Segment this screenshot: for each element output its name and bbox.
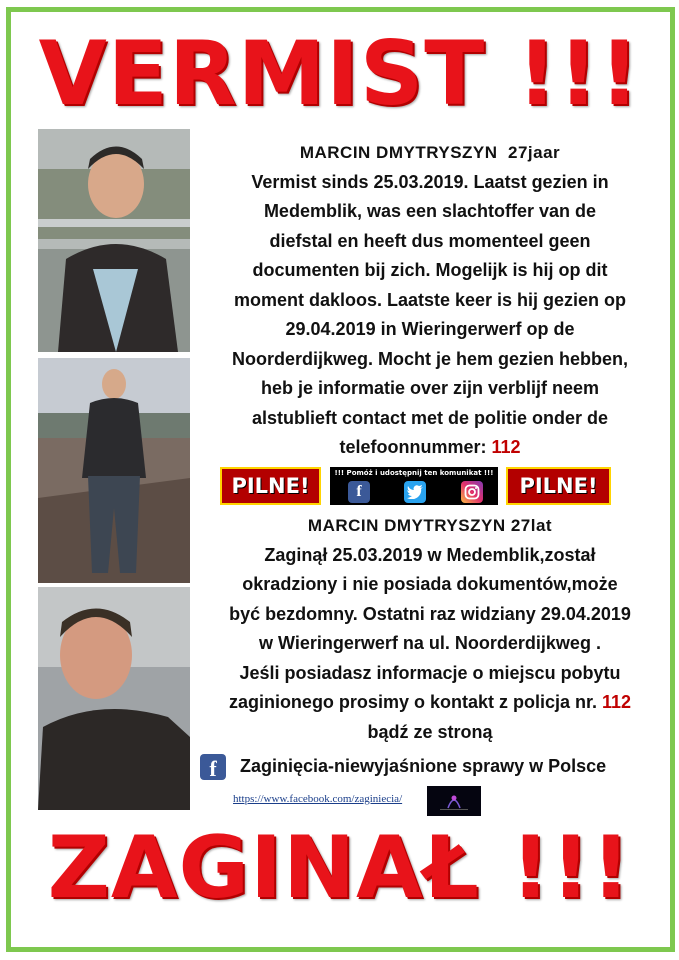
facebook-page-line bbox=[200, 754, 650, 784]
photo-full-body bbox=[38, 358, 190, 583]
dutch-line: documenten bij zich. Mogelijk is hij op dit bbox=[252, 260, 608, 280]
twitter-icon[interactable] bbox=[404, 481, 426, 503]
dutch-line: heb je informatie over zijn verblijf neem bbox=[260, 378, 600, 398]
polish-name-line bbox=[210, 511, 650, 541]
dutch-line: alstublieft contact met de politie onder de bbox=[251, 407, 609, 428]
polish-line: Jeśli posiadasz informacje o miejscu pobytu bbox=[239, 662, 621, 683]
polish-contact-line bbox=[210, 688, 650, 718]
photo-portrait-2 bbox=[38, 587, 190, 810]
polish-description bbox=[210, 511, 650, 747]
polish-line: bądź ze stroną bbox=[367, 721, 493, 742]
pilne-badge-left bbox=[220, 467, 321, 505]
polish-line: Zaginął 25.03.2019 w Medemblik,został bbox=[264, 544, 596, 565]
dutch-name-line bbox=[210, 138, 650, 168]
facebook-icon[interactable]: f bbox=[348, 481, 370, 503]
dutch-line: Vermist sinds 25.03.2019. Laatst gezien in bbox=[251, 171, 609, 192]
organization-logo bbox=[427, 786, 481, 816]
dutch-name: MARCIN DMYTRYSZYN bbox=[299, 143, 498, 162]
dutch-line: 29.04.2019 in Wieringerwerf op de bbox=[285, 319, 575, 339]
headline-zaginal: ZAGINAŁ !!! bbox=[47, 818, 632, 918]
facebook-url-link[interactable]: https://www.facebook.com/zaginiecia/ bbox=[233, 793, 403, 805]
polish-age: 27lat bbox=[510, 516, 553, 535]
pilne-badge-text: PILNE! bbox=[519, 474, 598, 498]
headline-vermist: VERMIST !!! bbox=[38, 22, 641, 125]
dutch-phone-line bbox=[210, 433, 650, 463]
share-caption: !!! Pomóż i udostępnij ten komunikat !!! bbox=[334, 469, 494, 477]
polish-line: być bezdomny. Ostatni raz widziany 29.04.2019 bbox=[229, 603, 631, 624]
dutch-line: diefstal en heeft dus momenteel geen bbox=[269, 230, 591, 251]
dutch-description bbox=[210, 138, 650, 463]
share-banner bbox=[330, 467, 498, 505]
photo-portrait-1 bbox=[38, 129, 190, 352]
dutch-line: Noorderdijkweg. Mocht je hem gezien hebben, bbox=[231, 348, 629, 369]
dutch-line: moment dakloos. Laatste keer is hij gezien op bbox=[233, 289, 627, 310]
dutch-line: Medemblik, was een slachtoffer van de bbox=[263, 201, 597, 221]
facebook-icon[interactable]: f bbox=[200, 754, 226, 780]
polish-line: w Wieringerwerf na ul. Noorderdijkweg . bbox=[259, 633, 601, 653]
pilne-badge-text: PILNE! bbox=[231, 474, 310, 498]
polish-line: okradziony i nie posiada dokumentów,może bbox=[242, 574, 618, 594]
polish-contact-text: zaginionego prosimy o kontakt z policja nr. bbox=[228, 692, 597, 712]
polish-name: MARCIN DMYTRYSZYN bbox=[307, 516, 506, 535]
facebook-page-name: Zaginięcia-niewyjaśnione sprawy w Polsce bbox=[240, 756, 607, 776]
instagram-icon[interactable] bbox=[461, 481, 483, 503]
dutch-age: 27jaar bbox=[507, 143, 561, 162]
phone-number: 112 bbox=[491, 437, 521, 457]
pilne-badge-right bbox=[506, 467, 611, 505]
phone-number: 112 bbox=[602, 692, 632, 712]
phone-label: telefoonnummer: bbox=[339, 437, 487, 457]
